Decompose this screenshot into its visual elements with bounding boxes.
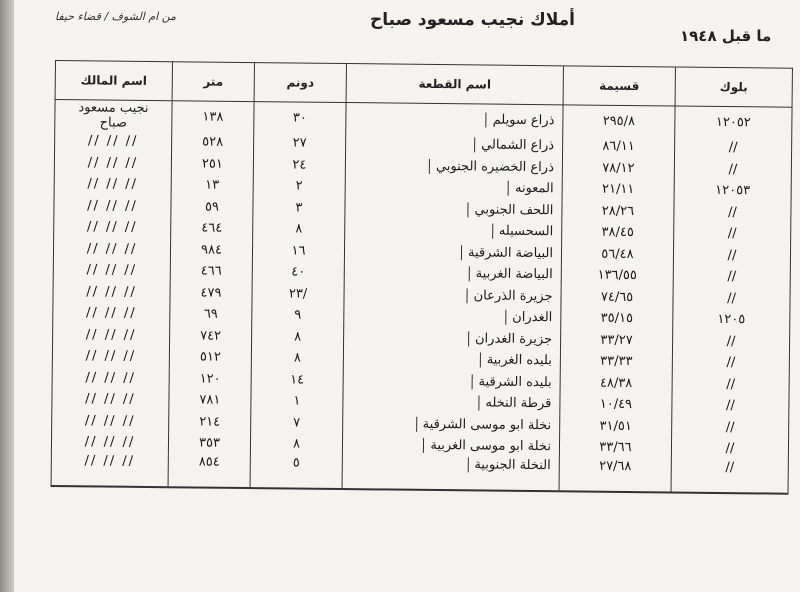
block-cell (672, 330, 789, 353)
owner-cell-text: // // // (86, 241, 138, 257)
meter-cell (169, 411, 251, 433)
block-cell (674, 222, 791, 245)
dunam-cell-text: ٨ (292, 436, 301, 452)
block-cell (672, 394, 789, 417)
owner-cell (54, 216, 171, 239)
dunam-cell-text: ١٤ (290, 372, 305, 388)
property-table (51, 60, 793, 494)
plot-name-cell-text: جزيرة الذرعان (467, 288, 553, 304)
dunam-cell (251, 347, 343, 369)
meter-cell (170, 303, 252, 325)
parcel-cell (560, 350, 672, 373)
block-cell-text: ١٢٠٥٢ (715, 114, 751, 130)
plot-name-cell (346, 133, 563, 157)
block-cell (674, 201, 791, 224)
meter-cell (171, 174, 253, 196)
column-header-meter: متر (172, 62, 254, 102)
dunam-cell (253, 154, 345, 176)
owner-cell-text: // // // (87, 198, 138, 214)
block-cell-text: ١٢٠٥ (717, 312, 746, 328)
meter-cell-text: ٢٥١ (201, 156, 223, 172)
block-cell (673, 308, 790, 331)
meter-cell (169, 346, 251, 368)
parcel-cell-text: ٤٨/٣٨ (599, 375, 633, 391)
dunam-cell (253, 218, 345, 240)
parcel-cell-text: ٣٣/٢٧ (600, 332, 633, 348)
plot-name-cell-text: البياضة الغربية (469, 267, 553, 283)
block-cell-text: // (726, 355, 736, 371)
block-cell-text: // (725, 459, 735, 475)
plot-name-cell (343, 413, 560, 437)
owner-cell-text: // // // (85, 348, 137, 365)
owner-cell (55, 130, 172, 153)
plot-name-cell-text: البياضة الشرقية (461, 245, 553, 261)
meter-cell (170, 325, 252, 347)
column-header-plot-name: اسم القطعة (346, 64, 563, 105)
parcel-cell-text: ٢٧/٦٨ (599, 458, 632, 474)
dunam-cell (254, 132, 346, 154)
dunam-cell (252, 240, 344, 262)
parcel-cell-text: ٣٣/٣٣ (600, 353, 633, 370)
meter-cell-text: ١٣٨ (202, 109, 224, 125)
plot-name-cell-text: الغدران (505, 310, 552, 325)
parcel-cell (561, 264, 673, 287)
meter-cell (170, 260, 252, 282)
plot-name-cell (343, 370, 560, 394)
plot-name-cell-text: ذراع الخضيره الجنوبي (429, 159, 554, 175)
dunam-cell (250, 433, 342, 455)
owner-cell (53, 259, 170, 282)
block-cell (673, 265, 790, 288)
owner-cell (53, 302, 170, 325)
owner-cell-text: // // // (85, 391, 136, 408)
block-cell-text: // (728, 161, 738, 177)
owner-cell-text: // // // (86, 284, 137, 300)
parcel-cell (562, 178, 674, 201)
dunam-cell-text: ٢٧ (292, 135, 307, 151)
plot-name-cell (345, 198, 562, 222)
plot-name-cell (344, 284, 561, 308)
block-cell-text: // (728, 140, 738, 156)
dunam-cell (253, 175, 345, 197)
column-header-parcel: قسيمة (563, 66, 675, 106)
block-cell-text: // (725, 398, 735, 414)
dunam-cell-text: ٢٤ (292, 157, 307, 173)
meter-cell (169, 389, 251, 411)
parcel-cell-text: ٥٦/٤٨ (601, 246, 634, 262)
parcel-cell-text: ١٠/٤٩ (599, 396, 633, 413)
dunam-cell (253, 197, 345, 219)
dunam-cell (254, 102, 346, 133)
owner-cell (53, 237, 170, 260)
meter-cell (172, 101, 254, 132)
block-cell (675, 106, 792, 138)
table-row (51, 452, 788, 493)
meter-cell (171, 217, 253, 239)
parcel-cell-text: ٢١/١١ (601, 181, 635, 198)
block-cell-text: // (726, 333, 736, 349)
block-cell (674, 179, 791, 202)
plot-name-cell (346, 103, 563, 136)
plot-name-cell-text: اللحف الجنوبي (467, 202, 553, 218)
dunam-cell (252, 261, 344, 283)
meter-cell-text: ٢١٤ (199, 414, 221, 430)
meter-cell (168, 432, 250, 454)
block-cell (674, 158, 791, 181)
plot-name-cell (345, 155, 562, 179)
dunam-cell (252, 326, 344, 348)
block-cell-text: // (727, 226, 737, 242)
meter-cell-text: ٤٧٩ (200, 285, 222, 301)
parcel-cell (563, 105, 675, 137)
dunam-cell-text: ٥ (292, 455, 300, 471)
owner-cell (53, 280, 170, 303)
plot-name-cell-text: جزيرة الغدران (468, 331, 552, 347)
block-cell-text: // (727, 269, 737, 285)
dunam-cell-text: ١ (293, 393, 301, 409)
plot-name-cell (343, 327, 560, 351)
parcel-cell (560, 329, 672, 352)
dunam-cell-text: ٣ (295, 200, 303, 216)
plot-name-cell (345, 219, 562, 243)
block-cell-text: // (726, 376, 736, 392)
parcel-cell-text: ٢٩٥/٨ (602, 113, 636, 129)
owner-cell-text: // // // (86, 262, 138, 279)
dunam-cell-text: /٢٣ (288, 286, 308, 302)
meter-cell-text: ٧٤٢ (200, 328, 222, 344)
meter-cell-text: ٨٥٤ (198, 454, 220, 470)
owner-cell-text: // // // (85, 327, 137, 343)
block-cell-text: // (727, 247, 737, 263)
dunam-cell-text: ٨ (293, 350, 301, 366)
parcel-cell (560, 393, 672, 416)
meter-cell (169, 368, 251, 390)
meter-cell-text: ٤٦٦ (200, 263, 222, 280)
parcel-cell-text: ٣٥/١٥ (600, 310, 634, 327)
plot-name-cell-text: نخلة ابو موسى الشرقية (416, 417, 552, 433)
dunam-cell-text: ٨ (295, 221, 303, 237)
meter-cell-text: ٥٢٨ (202, 134, 224, 151)
plot-name-cell (344, 262, 561, 286)
owner-cell (52, 366, 169, 389)
block-cell (672, 416, 789, 439)
dunam-cell (252, 283, 344, 305)
block-cell (672, 351, 789, 374)
parcel-cell (562, 157, 674, 180)
block-cell (673, 287, 790, 310)
plot-name-cell-text: المعونه (508, 181, 554, 196)
dunam-cell (250, 455, 342, 489)
parcel-cell (560, 372, 672, 395)
owner-cell-text: // // // (87, 155, 139, 171)
dunam-cell (251, 369, 343, 391)
meter-cell (170, 282, 252, 304)
location-note: من ام الشوف / قضاء حيفا (55, 10, 176, 23)
parcel-cell (559, 458, 671, 492)
plot-name-cell-text: ذراع سويلم (486, 112, 555, 128)
dunam-cell-text: ٨ (294, 329, 302, 345)
parcel-cell-text: ٧٨/١٢ (602, 160, 635, 176)
plot-name-cell (342, 434, 559, 458)
meter-cell (172, 131, 254, 153)
owner-cell-text: // // // (84, 452, 136, 469)
plot-name-cell (344, 241, 561, 265)
block-cell (671, 459, 788, 493)
meter-cell (168, 454, 250, 488)
owner-cell-text: // // // (84, 413, 136, 429)
block-cell-text: // (727, 290, 736, 306)
parcel-cell (560, 415, 672, 438)
plot-name-cell-text: قرطة النخله (478, 396, 551, 412)
meter-cell-text: ٦٩ (203, 306, 218, 322)
owner-cell-text: // // // (84, 434, 136, 451)
owner-cell (54, 152, 171, 175)
meter-cell-text: ٣٥٣ (198, 435, 221, 451)
parcel-cell (561, 243, 673, 266)
plot-name-cell (343, 348, 560, 372)
block-cell-text: // (725, 441, 735, 457)
meter-cell-text: ٧٨١ (199, 392, 221, 409)
owner-cell-text: // // // (85, 370, 137, 386)
block-cell-text: ١٢٠٥٣ (715, 183, 751, 199)
owner-cell (55, 100, 172, 132)
parcel-cell (559, 436, 671, 459)
meter-cell (171, 153, 253, 175)
dunam-cell-text: ٣٠ (292, 109, 307, 126)
plot-name-cell (345, 176, 562, 200)
column-header-dunam: دونم (254, 63, 346, 103)
parcel-cell-text: ٨٦/١١ (602, 138, 635, 155)
block-cell (673, 244, 790, 267)
owner-cell-text: // // // (86, 219, 138, 236)
plot-name-cell-text: ذراع الشمالي (474, 138, 554, 154)
owner-cell-text: // // // (87, 176, 139, 193)
parcel-cell (562, 221, 674, 244)
parcel-cell-text: ٣٨/٤٥ (601, 224, 634, 241)
plot-name-cell (344, 305, 561, 329)
owner-cell (51, 452, 168, 486)
column-header-block: بلوك (675, 67, 792, 107)
owner-cell (52, 409, 169, 432)
plot-name-cell-text: بليده الغربية (480, 353, 552, 369)
page-title: أملاك نجيب مسعود صباح (370, 10, 575, 30)
parcel-cell-text: ٧٤/٦٥ (600, 289, 634, 305)
block-cell-text: // (725, 419, 735, 435)
block-cell (671, 437, 788, 460)
meter-cell (170, 239, 252, 261)
meter-cell-text: ٤٦٤ (201, 220, 223, 237)
dunam-cell (251, 390, 343, 412)
parcel-cell-text: ١٣٦/٥٥ (597, 267, 637, 284)
dunam-cell-text: ٤٠ (291, 264, 306, 280)
plot-name-cell (342, 456, 559, 491)
owner-cell (53, 323, 170, 346)
owner-cell (51, 431, 168, 454)
plot-name-cell-text: السحسيله (492, 224, 554, 240)
dunam-cell-text: ٢ (295, 178, 303, 194)
meter-cell (171, 196, 253, 218)
block-cell (675, 136, 792, 159)
block-cell (672, 373, 789, 396)
parcel-cell (561, 286, 673, 309)
meter-cell-text: ٥٩ (204, 199, 220, 215)
owner-cell (52, 345, 169, 368)
owner-cell-text: // // // (87, 133, 139, 150)
owner-cell (52, 388, 169, 411)
dunam-cell (251, 412, 343, 434)
dunam-cell (252, 304, 344, 326)
dunam-cell-text: ٩ (294, 307, 302, 323)
owner-cell (54, 194, 171, 217)
parcel-cell (562, 200, 674, 223)
plot-name-cell-text: النخلة الجنوبية (467, 457, 551, 473)
owner-cell-text: نجيب مسعود صباح (78, 100, 149, 131)
parcel-cell (561, 307, 673, 330)
dunam-cell-text: ١٦ (291, 243, 306, 259)
parcel-cell (563, 135, 675, 158)
plot-name-cell-text: نخلة ابو موسى الغربية (423, 438, 551, 454)
plot-name-cell-text: بليده الشرقية (472, 374, 552, 390)
parcel-cell-text: ٣١/٥١ (599, 418, 632, 434)
dunam-cell-text: ٧ (293, 415, 301, 431)
meter-cell-text: ١٣ (205, 177, 220, 193)
meter-cell-text: ٩٨٤ (200, 242, 223, 258)
photo-edge-shadow (0, 0, 14, 592)
column-header-owner: اسم المالك (55, 61, 172, 101)
owner-cell (54, 173, 171, 196)
plot-name-cell (343, 391, 560, 415)
parcel-cell-text: ٣٣/٦٦ (599, 439, 632, 456)
meter-cell-text: ١٢٠ (199, 371, 221, 387)
meter-cell-text: ٥١٢ (199, 349, 221, 366)
date-label: ما قبل ١٩٤٨ (680, 27, 772, 45)
parcel-cell-text: ٢٨/٢٦ (601, 203, 635, 219)
block-cell-text: // (727, 204, 737, 220)
owner-cell-text: // // // (85, 305, 137, 322)
